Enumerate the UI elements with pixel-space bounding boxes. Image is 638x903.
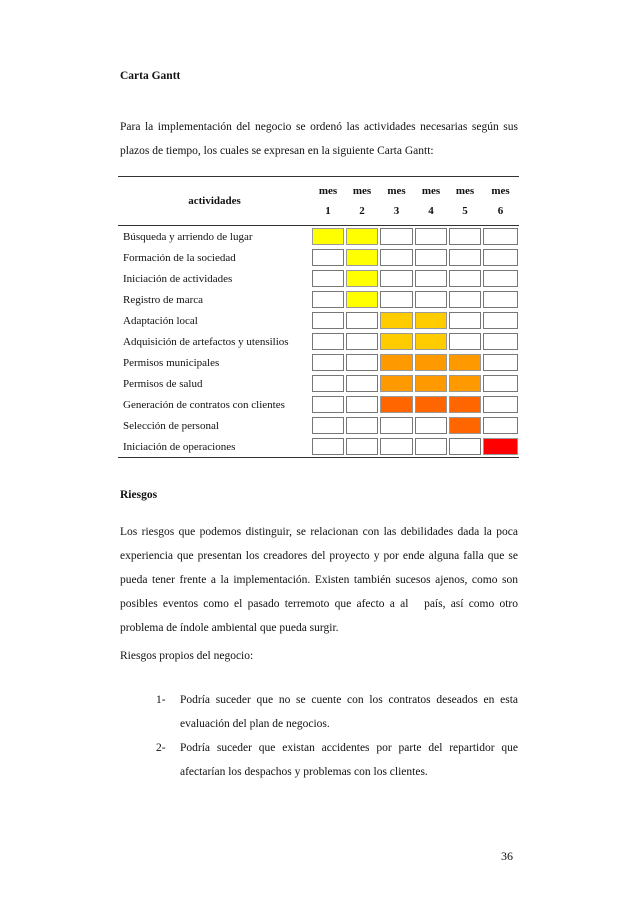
gantt-empty-cell [380, 249, 413, 266]
list-text [180, 736, 518, 784]
intro-line-2: plazos de tiempo, los cuales se expresan en la siguiente Carta Gantt: [120, 145, 434, 157]
month-cell-2 [345, 268, 379, 289]
gantt-row [118, 226, 519, 248]
month-header-6 [482, 177, 519, 226]
month-cell-5 [448, 268, 482, 289]
month-cell-3 [379, 352, 414, 373]
month-cell-1 [311, 226, 345, 248]
month-cell-6 [482, 226, 519, 248]
gantt-chart-table [118, 176, 519, 458]
month-cell-3 [379, 247, 414, 268]
gantt-empty-cell [483, 396, 518, 413]
month-cell-5 [448, 415, 482, 436]
month-number: 1 [325, 205, 331, 217]
month-word: mes [421, 185, 441, 197]
activity-label: Permisos municipales [123, 356, 220, 369]
month-cell-1 [311, 373, 345, 394]
gantt-empty-cell [415, 228, 447, 245]
month-cell-4 [414, 394, 448, 415]
risks-line-4: posibles eventos como el pasado terremoto que afecto a al país, así como otro [120, 598, 518, 610]
activity-label: Registro de marca [123, 293, 204, 306]
gantt-empty-cell [380, 438, 413, 455]
activity-label: Iniciación de actividades [123, 272, 233, 285]
month-cell-1 [311, 352, 345, 373]
gantt-bar-yellow [346, 228, 378, 245]
month-word: mes [318, 185, 338, 197]
gantt-empty-cell [483, 291, 518, 308]
gantt-bar-yellow [312, 228, 344, 245]
list-line: afectarían los despachos y problemas con los clientes. [180, 766, 428, 778]
gantt-empty-cell [415, 417, 447, 434]
gantt-empty-cell [380, 291, 413, 308]
month-cell-5 [448, 247, 482, 268]
gantt-empty-cell [380, 228, 413, 245]
activity-label: Permisos de salud [123, 377, 203, 390]
list-line: evaluación del plan de negocios. [180, 718, 330, 730]
month-word: mes [455, 185, 475, 197]
gantt-empty-cell [346, 333, 378, 350]
gantt-bar-orange [380, 375, 413, 392]
gantt-bar-orange [415, 375, 447, 392]
gantt-empty-cell [483, 249, 518, 266]
month-number: 2 [359, 205, 365, 217]
gantt-empty-cell [312, 417, 344, 434]
gantt-row [118, 268, 519, 289]
month-cell-4 [414, 226, 448, 248]
gantt-empty-cell [415, 249, 447, 266]
gantt-empty-cell [312, 291, 344, 308]
month-cell-3 [379, 415, 414, 436]
month-cell-1 [311, 247, 345, 268]
month-cell-4 [414, 436, 448, 458]
month-cell-3 [379, 436, 414, 458]
section-title-gantt: Carta Gantt [120, 70, 181, 82]
month-cell-3 [379, 373, 414, 394]
gantt-empty-cell [312, 438, 344, 455]
gantt-empty-cell [346, 417, 378, 434]
month-cell-3 [379, 268, 414, 289]
gantt-bar-yellow [346, 291, 378, 308]
list-line: Podría suceder que existan accidentes por parte del repartidor que [180, 742, 518, 754]
month-cell-2 [345, 310, 379, 331]
month-cell-3 [379, 226, 414, 248]
gantt-empty-cell [449, 333, 481, 350]
gantt-row [118, 331, 519, 352]
gantt-empty-cell [312, 396, 344, 413]
month-header-1 [311, 177, 345, 226]
month-number: 4 [428, 205, 434, 217]
month-number: 3 [393, 205, 400, 217]
month-cell-6 [482, 352, 519, 373]
month-cell-3 [379, 331, 414, 352]
month-cell-4 [414, 373, 448, 394]
gantt-row [118, 247, 519, 268]
month-cell-6 [482, 436, 519, 458]
gantt-empty-cell [449, 228, 481, 245]
gantt-empty-cell [346, 438, 378, 455]
gantt-empty-cell [449, 438, 481, 455]
month-cell-5 [448, 331, 482, 352]
intro-line-1: Para la implementación del negocio se ordenó las actividades necesarias según sus [120, 121, 518, 133]
gantt-empty-cell [380, 270, 413, 287]
list-number: 1- [156, 694, 166, 706]
gantt-bar-orange [449, 354, 481, 371]
month-cell-6 [482, 247, 519, 268]
risks-line-1: Los riesgos que podemos distinguir, se relacionan con las debilidades dada la poca [120, 526, 518, 538]
month-cell-2 [345, 415, 379, 436]
gantt-bar-gold [415, 333, 447, 350]
month-cell-6 [482, 415, 519, 436]
gantt-bar-dark_orange [449, 417, 481, 434]
gantt-empty-cell [312, 333, 344, 350]
gantt-bar-orange [380, 354, 413, 371]
gantt-bar-orange [449, 375, 481, 392]
month-cell-2 [345, 331, 379, 352]
month-cell-2 [345, 289, 379, 310]
risks-line-2: experiencia que presentan los creadores del proyecto y por ende alguna falla que se [120, 550, 518, 562]
gantt-empty-cell [312, 375, 344, 392]
gantt-row [118, 436, 519, 458]
activity-label: Búsqueda y arriendo de lugar [123, 230, 253, 243]
month-word: mes [352, 185, 372, 197]
month-cell-4 [414, 310, 448, 331]
month-header-2 [345, 177, 379, 226]
month-cell-5 [448, 289, 482, 310]
gantt-bar-gold [415, 312, 447, 329]
activities-header: actividades [118, 177, 311, 226]
month-cell-5 [448, 394, 482, 415]
gantt-row [118, 394, 519, 415]
gantt-empty-cell [346, 396, 378, 413]
gantt-empty-cell [312, 270, 344, 287]
gantt-empty-cell [380, 417, 413, 434]
month-cell-4 [414, 415, 448, 436]
gantt-bar-gold [380, 333, 413, 350]
month-cell-3 [379, 394, 414, 415]
month-header-3 [379, 177, 414, 226]
activity-label: Adquisición de artefactos y utensilios [123, 335, 289, 348]
month-cell-1 [311, 415, 345, 436]
risks-line-3: pueda tener frente a la implementación. Existen también sucesos ajenos, como son [120, 574, 518, 586]
gantt-empty-cell [449, 312, 481, 329]
activity-label: Selección de personal [123, 419, 219, 432]
own-risks-intro: Riesgos propios del negocio: [120, 650, 254, 662]
gantt-row [118, 373, 519, 394]
month-cell-5 [448, 310, 482, 331]
month-cell-2 [345, 394, 379, 415]
section-title-risks: Riesgos [120, 489, 158, 501]
month-cell-4 [414, 247, 448, 268]
month-cell-2 [345, 226, 379, 248]
month-cell-3 [379, 289, 414, 310]
month-cell-4 [414, 331, 448, 352]
month-cell-2 [345, 373, 379, 394]
month-cell-2 [345, 247, 379, 268]
month-cell-2 [345, 436, 379, 458]
month-cell-6 [482, 289, 519, 310]
gantt-empty-cell [346, 312, 378, 329]
month-header-4 [414, 177, 448, 226]
gantt-row [118, 289, 519, 310]
gantt-empty-cell [346, 375, 378, 392]
month-cell-5 [448, 373, 482, 394]
month-cell-5 [448, 352, 482, 373]
month-header-5 [448, 177, 482, 226]
month-cell-1 [311, 289, 345, 310]
month-cell-1 [311, 268, 345, 289]
gantt-empty-cell [449, 270, 481, 287]
month-cell-6 [482, 268, 519, 289]
gantt-bar-dark_orange [415, 396, 447, 413]
gantt-row [118, 352, 519, 373]
month-cell-6 [482, 394, 519, 415]
gantt-body [118, 226, 519, 458]
gantt-bar-yellow [346, 270, 378, 287]
gantt-bar-dark_orange [449, 396, 481, 413]
month-cell-5 [448, 436, 482, 458]
gantt-empty-cell [312, 354, 344, 371]
gantt-empty-cell [415, 438, 447, 455]
gantt-empty-cell [449, 291, 481, 308]
month-cell-5 [448, 226, 482, 248]
month-word: mes [387, 185, 406, 197]
gantt-empty-cell [483, 228, 518, 245]
activity-label: Iniciación de operaciones [118, 436, 311, 458]
gantt-empty-cell [415, 291, 447, 308]
gantt-empty-cell [415, 270, 447, 287]
activity-label: Generación de contratos con clientes [123, 398, 285, 411]
month-cell-4 [414, 268, 448, 289]
month-cell-1 [311, 310, 345, 331]
gantt-row [118, 310, 519, 331]
month-cell-4 [414, 352, 448, 373]
activity-label: Formación de la sociedad [123, 251, 236, 264]
gantt-empty-cell [312, 312, 344, 329]
gantt-empty-cell [483, 270, 518, 287]
month-number: 6 [497, 205, 504, 217]
gantt-bar-gold [380, 312, 413, 329]
activity-label: Adaptación local [123, 314, 198, 327]
month-cell-2 [345, 352, 379, 373]
gantt-empty-cell [483, 333, 518, 350]
gantt-empty-cell [449, 249, 481, 266]
month-cell-6 [482, 373, 519, 394]
month-cell-4 [414, 289, 448, 310]
gantt-empty-cell [483, 417, 518, 434]
list-line: Podría suceder que no se cuente con los contratos deseados en esta [180, 694, 518, 706]
gantt-empty-cell [312, 249, 344, 266]
list-number: 2- [156, 742, 166, 754]
gantt-bar-yellow [346, 249, 378, 266]
gantt-empty-cell [483, 354, 518, 371]
risks-line-5: problema de índole ambiental que pueda surgir. [120, 622, 339, 634]
intro-paragraph [120, 115, 518, 163]
gantt-bar-orange [415, 354, 447, 371]
gantt-header-row [118, 177, 519, 226]
month-word: mes [491, 185, 510, 197]
gantt-bar-dark_orange [380, 396, 413, 413]
gantt-bar-red [483, 438, 518, 455]
month-cell-1 [311, 331, 345, 352]
list-text [180, 688, 518, 736]
risks-paragraph [120, 520, 518, 640]
gantt-row [118, 415, 519, 436]
month-cell-1 [311, 394, 345, 415]
month-cell-3 [379, 310, 414, 331]
page-number: 36 [501, 849, 513, 863]
month-cell-6 [482, 331, 519, 352]
gantt-empty-cell [483, 375, 518, 392]
month-cell-1 [311, 436, 345, 458]
gantt-empty-cell [483, 312, 518, 329]
month-number: 5 [462, 205, 468, 217]
month-cell-6 [482, 310, 519, 331]
gantt-empty-cell [346, 354, 378, 371]
